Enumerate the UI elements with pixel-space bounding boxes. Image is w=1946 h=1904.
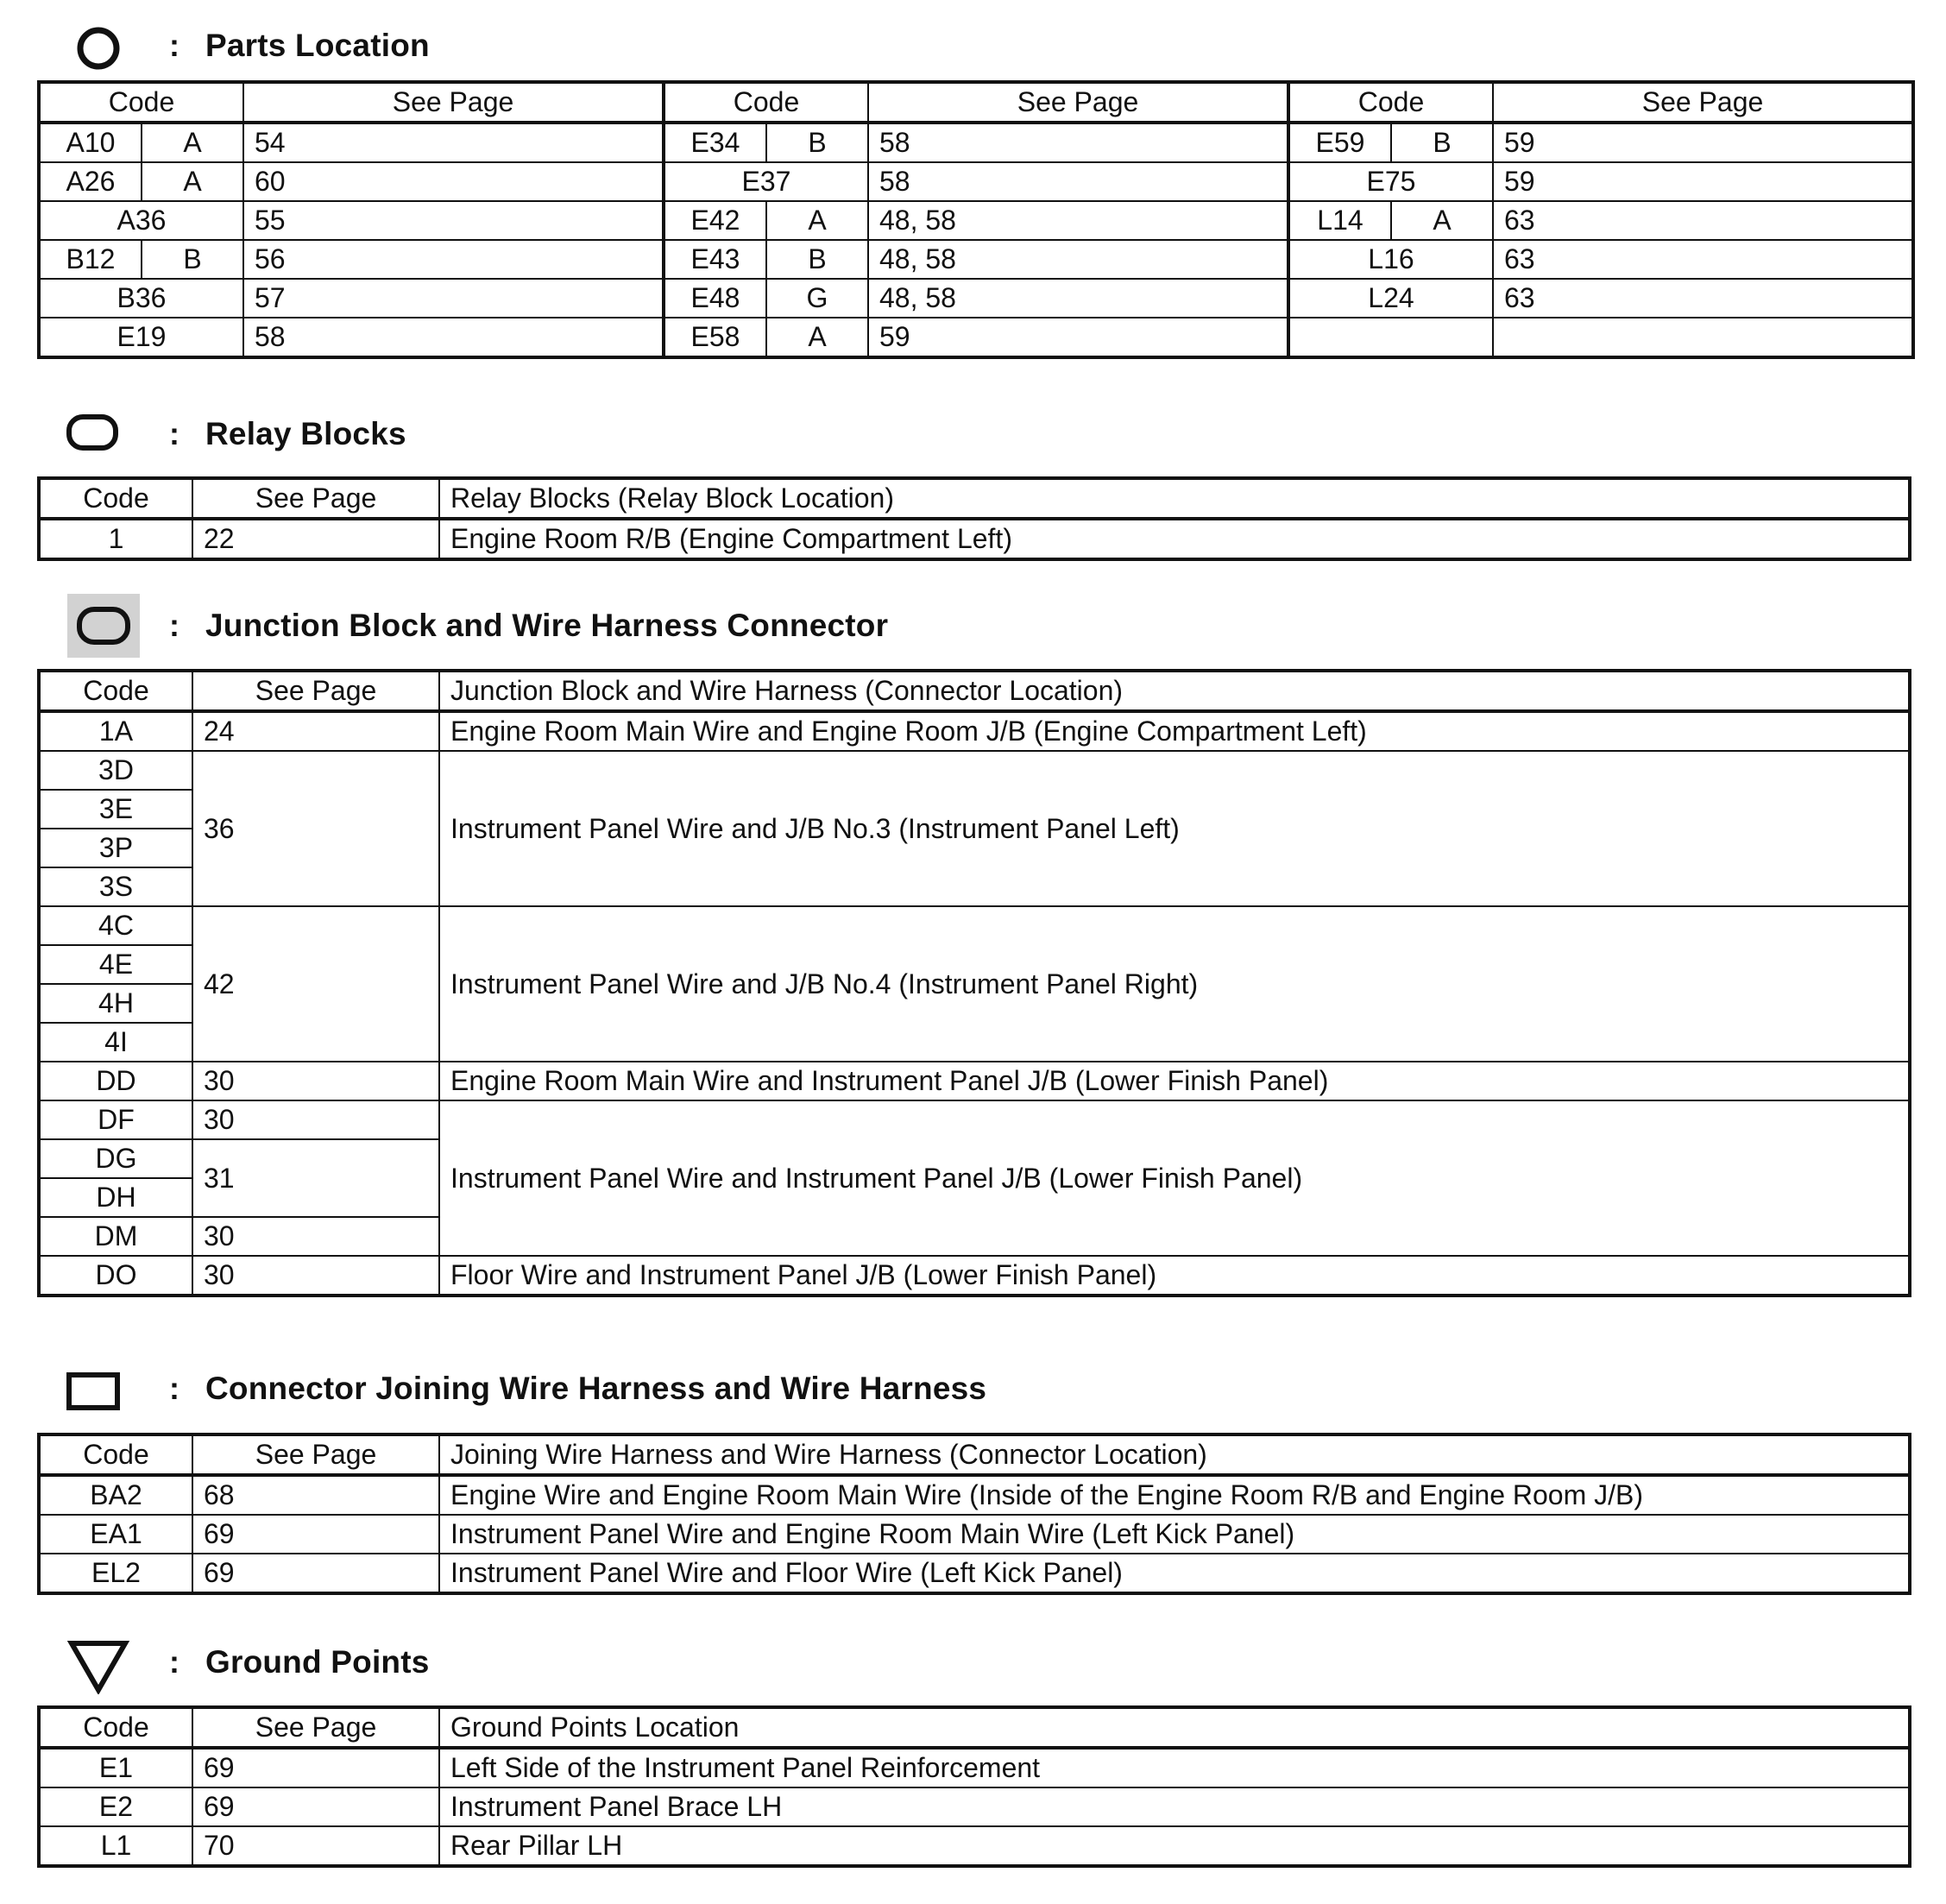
page-cell: 59 bbox=[1493, 162, 1913, 201]
table-row bbox=[39, 1826, 1910, 1866]
page-cell: 48, 58 bbox=[868, 240, 1288, 279]
column-header: Code bbox=[664, 82, 868, 123]
column-header: See Page bbox=[192, 671, 439, 711]
page-cell: 63 bbox=[1493, 240, 1913, 279]
table-row bbox=[39, 519, 1910, 559]
variant-cell: A bbox=[142, 162, 243, 201]
table-row bbox=[39, 1787, 1910, 1826]
table-header-row bbox=[39, 1707, 1910, 1748]
colon: : bbox=[169, 1644, 179, 1680]
code-cell: B36 bbox=[39, 279, 243, 318]
code-cell: E34 bbox=[664, 123, 766, 162]
page-cell: 68 bbox=[192, 1475, 439, 1515]
page-cell: 59 bbox=[868, 318, 1288, 357]
table-header-row bbox=[39, 82, 1913, 123]
column-header: Ground Points Location bbox=[439, 1707, 1910, 1748]
code-cell: 4C bbox=[39, 906, 192, 945]
code-cell: E43 bbox=[664, 240, 766, 279]
page-cell: 48, 58 bbox=[868, 201, 1288, 240]
table-row bbox=[39, 1062, 1910, 1100]
page-cell: 31 bbox=[192, 1139, 439, 1217]
location-cell: Instrument Panel Brace LH bbox=[439, 1787, 1910, 1826]
junction-block-header bbox=[0, 594, 1726, 646]
column-header: Code bbox=[39, 1434, 192, 1475]
table-row bbox=[39, 1475, 1910, 1515]
code-cell: E2 bbox=[39, 1787, 192, 1826]
table-row bbox=[39, 1256, 1910, 1296]
column-header: See Page bbox=[243, 82, 664, 123]
code-cell: E48 bbox=[664, 279, 766, 318]
table-header-row bbox=[39, 478, 1910, 519]
page-cell: 36 bbox=[192, 751, 439, 906]
rectangle-icon bbox=[66, 1371, 123, 1413]
section-title: Ground Points bbox=[205, 1644, 430, 1680]
empty-cell bbox=[1288, 318, 1493, 357]
circle-icon bbox=[76, 26, 121, 71]
column-header: Code bbox=[1288, 82, 1493, 123]
page-cell: 54 bbox=[243, 123, 664, 162]
code-cell: 3S bbox=[39, 867, 192, 906]
column-header: See Page bbox=[192, 1434, 439, 1475]
location-cell: Left Side of the Instrument Panel Reinforcement bbox=[439, 1748, 1910, 1787]
page-cell: 56 bbox=[243, 240, 664, 279]
code-cell: 3P bbox=[39, 829, 192, 867]
code-cell: EL2 bbox=[39, 1554, 192, 1593]
code-cell: L16 bbox=[1288, 240, 1493, 279]
code-cell: DH bbox=[39, 1178, 192, 1217]
page-cell: 69 bbox=[192, 1787, 439, 1826]
location-cell: Floor Wire and Instrument Panel J/B (Lower Finish Panel) bbox=[439, 1256, 1910, 1296]
page-cell: 22 bbox=[192, 519, 439, 559]
column-header: Code bbox=[39, 671, 192, 711]
colon: : bbox=[169, 416, 179, 451]
table-row bbox=[39, 751, 1910, 790]
connector-joining-header bbox=[0, 1364, 1726, 1415]
column-header: See Page bbox=[1493, 82, 1913, 123]
code-cell: L14 bbox=[1288, 201, 1391, 240]
column-header: Code bbox=[39, 82, 243, 123]
code-cell: DM bbox=[39, 1217, 192, 1256]
variant-cell: B bbox=[142, 240, 243, 279]
column-header: See Page bbox=[868, 82, 1288, 123]
column-header: Code bbox=[39, 1707, 192, 1748]
page-cell: 58 bbox=[868, 162, 1288, 201]
colon: : bbox=[169, 28, 179, 63]
code-cell: DD bbox=[39, 1062, 192, 1100]
column-header: See Page bbox=[192, 1707, 439, 1748]
parts-location-table bbox=[37, 80, 1915, 359]
table-row bbox=[39, 162, 1913, 201]
parts-location-header bbox=[0, 21, 1726, 73]
shaded-rounded-rect-icon bbox=[67, 594, 140, 658]
code-cell: A10 bbox=[39, 123, 142, 162]
code-cell: 4H bbox=[39, 984, 192, 1023]
connector-joining-table bbox=[37, 1433, 1911, 1595]
code-cell: 1A bbox=[39, 711, 192, 751]
variant-cell: A bbox=[142, 123, 243, 162]
page-cell: 30 bbox=[192, 1100, 439, 1139]
location-cell: Instrument Panel Wire and J/B No.3 (Instrument Panel Left) bbox=[439, 751, 1910, 906]
page-cell: 48, 58 bbox=[868, 279, 1288, 318]
table-row bbox=[39, 1100, 1910, 1139]
code-cell: B12 bbox=[39, 240, 142, 279]
page-cell: 63 bbox=[1493, 279, 1913, 318]
variant-cell: G bbox=[766, 279, 868, 318]
section-title: Connector Joining Wire Harness and Wire Harness bbox=[205, 1371, 987, 1406]
variant-cell: A bbox=[1391, 201, 1493, 240]
page-cell: 30 bbox=[192, 1217, 439, 1256]
table-row bbox=[39, 1554, 1910, 1593]
location-cell: Engine Room R/B (Engine Compartment Left) bbox=[439, 519, 1910, 559]
location-cell: Instrument Panel Wire and Floor Wire (Left Kick Panel) bbox=[439, 1554, 1910, 1593]
colon: : bbox=[169, 1371, 179, 1406]
table-row bbox=[39, 318, 1913, 357]
page-cell: 30 bbox=[192, 1256, 439, 1296]
code-cell: 3E bbox=[39, 790, 192, 829]
code-cell: L1 bbox=[39, 1826, 192, 1866]
variant-cell: B bbox=[766, 123, 868, 162]
page-cell: 69 bbox=[192, 1515, 439, 1554]
variant-cell: A bbox=[766, 201, 868, 240]
code-cell: BA2 bbox=[39, 1475, 192, 1515]
location-cell: Rear Pillar LH bbox=[439, 1826, 1910, 1866]
rounded-rect-icon bbox=[66, 413, 121, 454]
page-cell: 70 bbox=[192, 1826, 439, 1866]
page-cell: 55 bbox=[243, 201, 664, 240]
column-header: See Page bbox=[192, 478, 439, 519]
ground-points-table bbox=[37, 1705, 1911, 1868]
code-cell: E19 bbox=[39, 318, 243, 357]
column-header: Relay Blocks (Relay Block Location) bbox=[439, 478, 1910, 519]
page-cell: 57 bbox=[243, 279, 664, 318]
table-row bbox=[39, 279, 1913, 318]
location-cell: Engine Room Main Wire and Engine Room J/B (Engine Compartment Left) bbox=[439, 711, 1910, 751]
column-header: Code bbox=[39, 478, 192, 519]
code-cell: E75 bbox=[1288, 162, 1493, 201]
code-cell: E58 bbox=[664, 318, 766, 357]
code-cell: DO bbox=[39, 1256, 192, 1296]
page-cell: 42 bbox=[192, 906, 439, 1062]
section-title: Parts Location bbox=[205, 28, 430, 63]
location-cell: Engine Room Main Wire and Instrument Panel J/B (Lower Finish Panel) bbox=[439, 1062, 1910, 1100]
page-cell: 58 bbox=[243, 318, 664, 357]
page-cell: 69 bbox=[192, 1748, 439, 1787]
table-row bbox=[39, 1748, 1910, 1787]
page-cell: 58 bbox=[868, 123, 1288, 162]
location-cell: Instrument Panel Wire and Instrument Panel J/B (Lower Finish Panel) bbox=[439, 1100, 1910, 1256]
location-cell: Instrument Panel Wire and J/B No.4 (Instrument Panel Right) bbox=[439, 906, 1910, 1062]
variant-cell: B bbox=[766, 240, 868, 279]
table-row bbox=[39, 906, 1910, 945]
code-cell: 4E bbox=[39, 945, 192, 984]
relay-blocks-header bbox=[0, 407, 1726, 459]
junction-block-table bbox=[37, 669, 1911, 1297]
code-cell: DF bbox=[39, 1100, 192, 1139]
table-header-row bbox=[39, 671, 1910, 711]
empty-cell bbox=[1493, 318, 1913, 357]
table-header-row bbox=[39, 1434, 1910, 1475]
code-cell: EA1 bbox=[39, 1515, 192, 1554]
code-cell: 3D bbox=[39, 751, 192, 790]
table-row bbox=[39, 201, 1913, 240]
code-cell: L24 bbox=[1288, 279, 1493, 318]
code-cell: E59 bbox=[1288, 123, 1391, 162]
triangle-down-icon bbox=[67, 1639, 131, 1694]
table-row bbox=[39, 240, 1913, 279]
table-row bbox=[39, 123, 1913, 162]
page-cell: 59 bbox=[1493, 123, 1913, 162]
ground-points-header bbox=[0, 1634, 1726, 1686]
code-cell: E1 bbox=[39, 1748, 192, 1787]
variant-cell: A bbox=[766, 318, 868, 357]
code-cell: 4I bbox=[39, 1023, 192, 1062]
colon: : bbox=[169, 608, 179, 643]
page-cell: 69 bbox=[192, 1554, 439, 1593]
column-header: Junction Block and Wire Harness (Connector Location) bbox=[439, 671, 1910, 711]
code-cell: 1 bbox=[39, 519, 192, 559]
table-row bbox=[39, 1515, 1910, 1554]
page-cell: 24 bbox=[192, 711, 439, 751]
page-cell: 60 bbox=[243, 162, 664, 201]
location-cell: Engine Wire and Engine Room Main Wire (Inside of the Engine Room R/B and Engine Room J/B) bbox=[439, 1475, 1910, 1515]
table-row bbox=[39, 711, 1910, 751]
page-cell: 63 bbox=[1493, 201, 1913, 240]
relay-blocks-table bbox=[37, 476, 1911, 561]
location-cell: Instrument Panel Wire and Engine Room Main Wire (Left Kick Panel) bbox=[439, 1515, 1910, 1554]
code-cell: DG bbox=[39, 1139, 192, 1178]
page-cell: 30 bbox=[192, 1062, 439, 1100]
code-cell: A26 bbox=[39, 162, 142, 201]
variant-cell: B bbox=[1391, 123, 1493, 162]
code-cell: E37 bbox=[664, 162, 868, 201]
column-header: Joining Wire Harness and Wire Harness (Connector Location) bbox=[439, 1434, 1910, 1475]
section-title: Relay Blocks bbox=[205, 416, 406, 451]
code-cell: A36 bbox=[39, 201, 243, 240]
section-title: Junction Block and Wire Harness Connector bbox=[205, 608, 889, 643]
code-cell: E42 bbox=[664, 201, 766, 240]
